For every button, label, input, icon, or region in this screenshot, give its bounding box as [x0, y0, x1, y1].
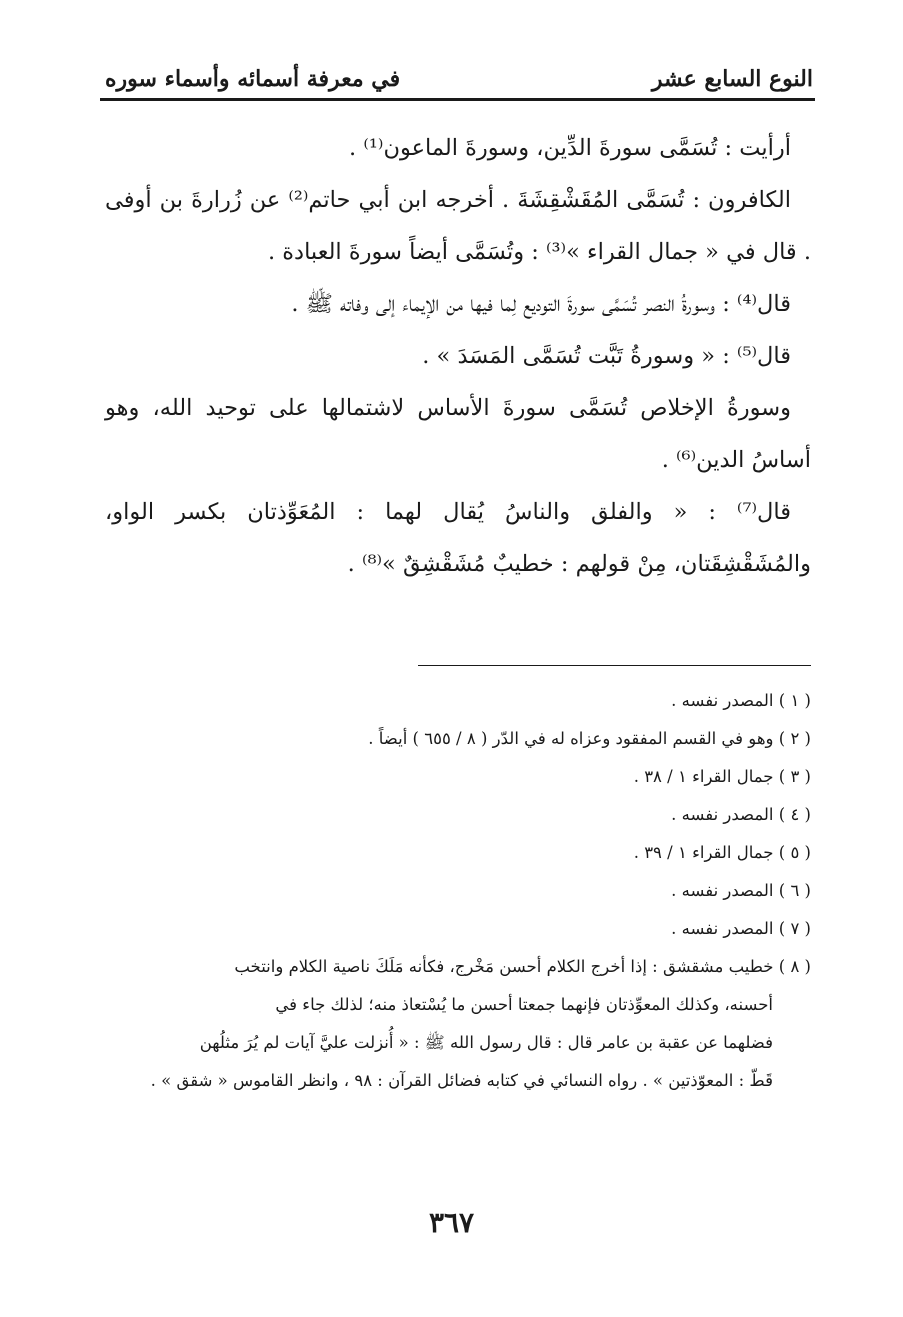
footnote-2: ( ٢ ) وهو في القسم المفقود وعزاه له في الدّر ( ٨ / ٦٥٥ ) أيضاً . — [368, 729, 811, 748]
header-section-title: في معرفة أسمائه وأسماء سوره — [105, 66, 401, 92]
footnote-3: ( ٣ ) جمال القراء ١ / ٣٨ . — [633, 767, 811, 786]
paragraph-5: وسورةُ الإخلاص تُسَمَّى سورةَ الأساس لاشتمالها على توحيد الله، وهو أساسُ الدين⁽⁶⁾ . — [105, 395, 811, 473]
footnote-8-line-1: ( ٨ ) خطيب مشقشق : إذا أخرج الكلام أحسن مَخْرج، فكأنه مَلَكَ ناصية الكلام وانتخب — [234, 957, 811, 976]
paragraph-6: قال⁽⁷⁾ : « والفلق والناسُ يُقال لهما : المُعَوِّذتان بكسر الواو، والمُشَقْشِقَتان، مِنْ قولهم : خطيبٌ مُشَقْشِقٌ »⁽⁸⁾ . — [105, 499, 811, 577]
paragraph-3: قال⁽⁴⁾ : وسورةُ النصر تُسَمَّى سورةَ التوديع لِما فيها من الإيماء إلى وفاته ﷺ . — [291, 291, 791, 317]
page-number: ٣٦٧ — [428, 1206, 475, 1239]
paragraph-2: الكافرون : تُسَمَّى المُقَشْقِشَةَ . أخرجه ابن أبي حاتم⁽²⁾ عن زُرارةَ بن أوفى . قال في « جمال القراء »⁽³⁾ : وتُسَمَّى أيضاً سورةَ العبادة . — [105, 187, 811, 265]
footnote-8-line-4: قَطّ : المعوّذتين » . رواه النسائي في كتابه فضائل القرآن : ٩٨ ، وانظر القاموس « شقق » . — [150, 1071, 773, 1090]
footnote-4: ( ٤ ) المصدر نفسه . — [671, 805, 811, 824]
main-text — [105, 122, 811, 590]
header-rule — [100, 98, 815, 101]
footnote-8-line-2: أحسنه، وكذلك المعوِّذتان فإنهما جمعتا أحسن ما يُسْتعاذ منه؛ لذلك جاء في — [275, 995, 773, 1014]
footnote-separator — [418, 665, 811, 666]
footnotes — [108, 682, 811, 1100]
footnote-8-line-3: فضلهما عن عقبة بن عامر قال : قال رسول الله ﷺ : « أُنزلت عليَّ آيات لم يُرَ مثلُهن — [199, 1033, 773, 1052]
footnote-7: ( ٧ ) المصدر نفسه . — [671, 919, 811, 938]
footnote-8 — [108, 948, 811, 1100]
footnote-5: ( ٥ ) جمال القراء ١ / ٣٩ . — [633, 843, 811, 862]
paragraph-1: أرأيت : تُسَمَّى سورةَ الدِّين، وسورةَ الماعون⁽¹⁾ . — [349, 135, 791, 161]
header-chapter-title: النوع السابع عشر — [651, 66, 813, 92]
running-header — [105, 58, 813, 92]
footnote-1: ( ١ ) المصدر نفسه . — [671, 691, 811, 710]
footnote-6: ( ٦ ) المصدر نفسه . — [671, 881, 811, 900]
paragraph-4: قال⁽⁵⁾ : « وسورةُ تَبَّت تُسَمَّى المَسَدَ » . — [422, 343, 791, 369]
